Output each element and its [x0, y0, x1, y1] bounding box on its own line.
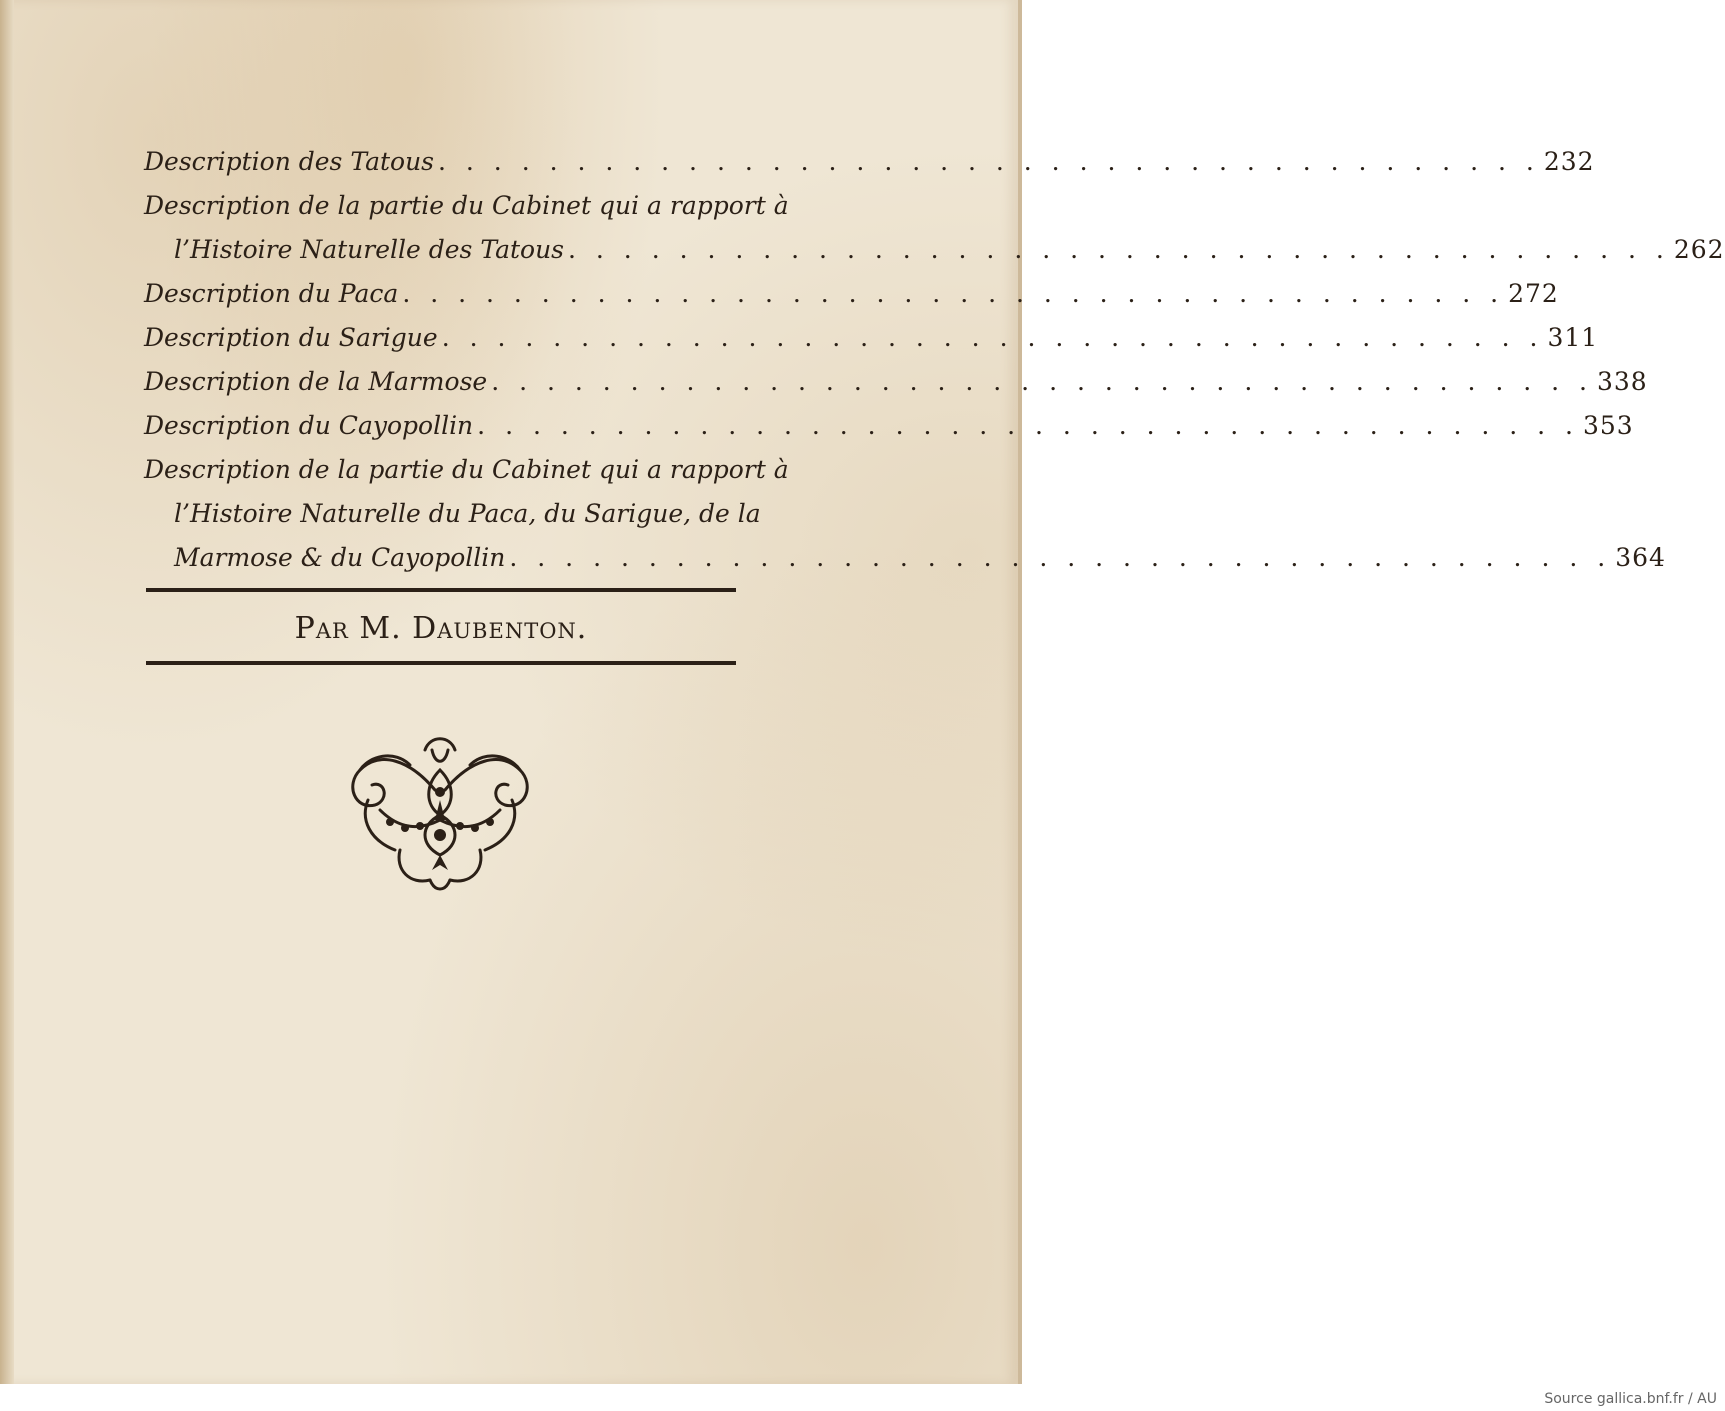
toc-page-number: 262 [1673, 235, 1725, 264]
toc-entry-text: l’Histoire Naturelle des Tatous [174, 235, 565, 264]
source-credit: Source gallica.bnf.fr / AU [1544, 1391, 1717, 1407]
author-credit: Par M. Daubenton. [294, 611, 588, 646]
toc-leader-dots: . . . . . . . . . . . . . . . . . . . . . . . . . . . . . . . . . . . . . . . . [509, 543, 1612, 572]
toc-page-number: 338 [1597, 367, 1648, 396]
toc-entry-marmose [144, 360, 1648, 404]
toc-entry-text: Description du Cayopollin [144, 411, 474, 440]
toc-page-number: 272 [1508, 279, 1559, 308]
toc-leader-dots: . . . . . . . . . . . . . . . . . . . . . . . . . . . . . . . . . . . . . . . . [441, 323, 1544, 352]
toc-page-number: 364 [1615, 543, 1666, 572]
toc-entry-text: Description du Sarigue [144, 323, 438, 352]
toc-entry-cabinet-paca [144, 448, 1666, 580]
toc-leader-dots: . . . . . . . . . . . . . . . . . . . . . . . . . . . . . . . . . . . . . . . . [477, 411, 1579, 440]
floral-vignette-icon [340, 730, 540, 900]
divider-rule-top [146, 588, 736, 592]
toc-entry-text: Description du Paca [144, 279, 399, 308]
toc-entry-text: Description de la partie du Cabinet qui a rapport à [144, 191, 789, 220]
toc-page-number: 311 [1547, 323, 1599, 352]
toc-page-number: 353 [1582, 411, 1634, 440]
table-of-contents [144, 140, 1725, 580]
toc-entry-text: Description de la partie du Cabinet qui a rapport à [144, 455, 789, 484]
toc-entry-tatous [144, 140, 1595, 184]
toc-entry-text: l’Histoire Naturelle du Paca, du Sarigue, de la [174, 499, 761, 528]
page-spine-shadow [0, 0, 14, 1384]
toc-leader-dots: . . . . . . . . . . . . . . . . . . . . . . . . . . . . . . . . . . . . . . . . [491, 367, 1593, 396]
toc-entry-text: Marmose & du Cayopollin [174, 543, 506, 572]
toc-leader-dots: . . . . . . . . . . . . . . . . . . . . . . . . . . . . . . . . . . . . . . . . [438, 147, 1540, 176]
divider-rule-bottom [146, 661, 736, 665]
toc-entry-text: Description des Tatous [144, 147, 435, 176]
toc-page-number: 232 [1543, 147, 1595, 176]
toc-entry-text: Description de la Marmose [144, 367, 488, 396]
toc-entry-paca [144, 272, 1559, 316]
toc-entry-cayopollin [144, 404, 1634, 448]
toc-leader-dots: . . . . . . . . . . . . . . . . . . . . . . . . . . . . . . . . . . . . . . . . [402, 279, 1505, 308]
toc-entry-sarigue [144, 316, 1599, 360]
toc-entry-cabinet-tatous [144, 184, 1725, 272]
toc-leader-dots: . . . . . . . . . . . . . . . . . . . . . . . . . . . . . . . . . . . . . . . . [568, 235, 1670, 264]
